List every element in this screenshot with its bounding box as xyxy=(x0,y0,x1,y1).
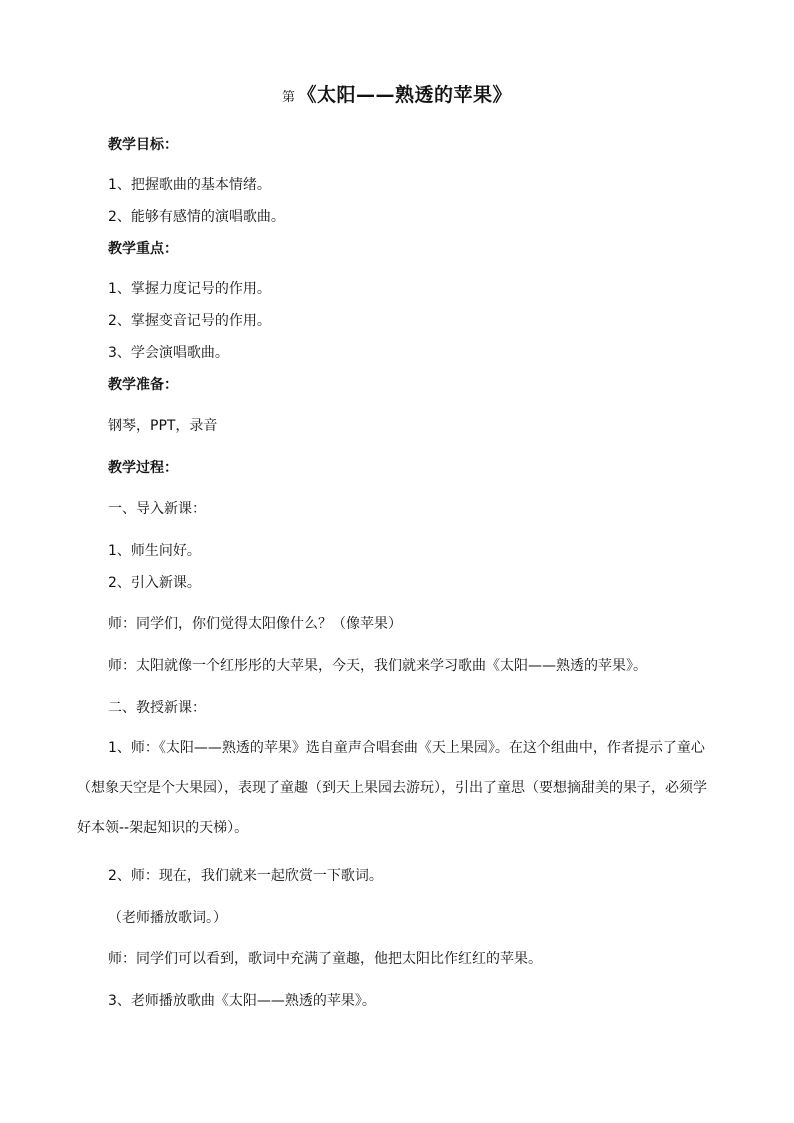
section-2-heading: 二、教授新课： xyxy=(108,700,206,716)
goal-item-1: 1、把握歌曲的基本情绪。 xyxy=(108,177,271,193)
key-point-2: 2、掌握变音记号的作用。 xyxy=(108,313,271,329)
section-2-item-2-text: 2、师：现在，我们就来一起欣赏一下歌词。 xyxy=(108,868,383,884)
goal-item-2: 2、能够有感情的演唱歌曲。 xyxy=(108,209,285,225)
section-1-heading: 一、导入新课： xyxy=(108,501,206,517)
section-2-item-3: 3、老师播放歌曲《太阳——熟透的苹果》。 xyxy=(108,993,376,1009)
document-title xyxy=(0,80,794,107)
key-point-3: 3、学会演唱歌曲。 xyxy=(108,345,229,361)
goals-heading: 教学目标： xyxy=(108,137,178,153)
process-heading: 教学过程： xyxy=(108,460,178,476)
section-1-item-2: 2、引入新课。 xyxy=(108,575,201,591)
section-2-item-2 xyxy=(108,866,738,886)
section-1-dialog-1: 师：同学们，你们觉得太阳像什么？（像苹果） xyxy=(108,616,402,632)
key-point-1: 1、掌握力度记号的作用。 xyxy=(108,281,271,297)
preparation-heading: 教学准备： xyxy=(108,377,178,393)
title-prefix: 第 xyxy=(281,90,296,105)
key-points-heading: 教学重点： xyxy=(108,241,178,257)
preparation-text: 钢琴，PPT，录音 xyxy=(108,418,218,434)
section-1-dialog-2: 师：太阳就像一个红彤彤的大苹果，今天，我们就来学习歌曲《太阳——熟透的苹果》。 xyxy=(108,658,647,674)
section-2-note: （老师播放歌词。） xyxy=(108,910,227,926)
section-2-dialog: 师：同学们可以看到，歌词中充满了童趣，他把太阳比作红红的苹果。 xyxy=(108,951,542,967)
section-2-paragraph-1 xyxy=(77,728,717,848)
section-1-item-1: 1、师生问好。 xyxy=(108,543,201,559)
title-main: 《太阳——熟透的苹果》 xyxy=(297,84,513,106)
section-2-paragraph-1-text: 1、师：《太阳——熟透的苹果》选自童声合唱套曲《天上果园》。在这个组曲中，作者提示了童心（想象天空是个大果园），表现了童趣（到天上果园去游玩），引出了童思（要想摘甜美的果子，必须学好本领--架起知识的天梯）。 xyxy=(77,740,707,836)
